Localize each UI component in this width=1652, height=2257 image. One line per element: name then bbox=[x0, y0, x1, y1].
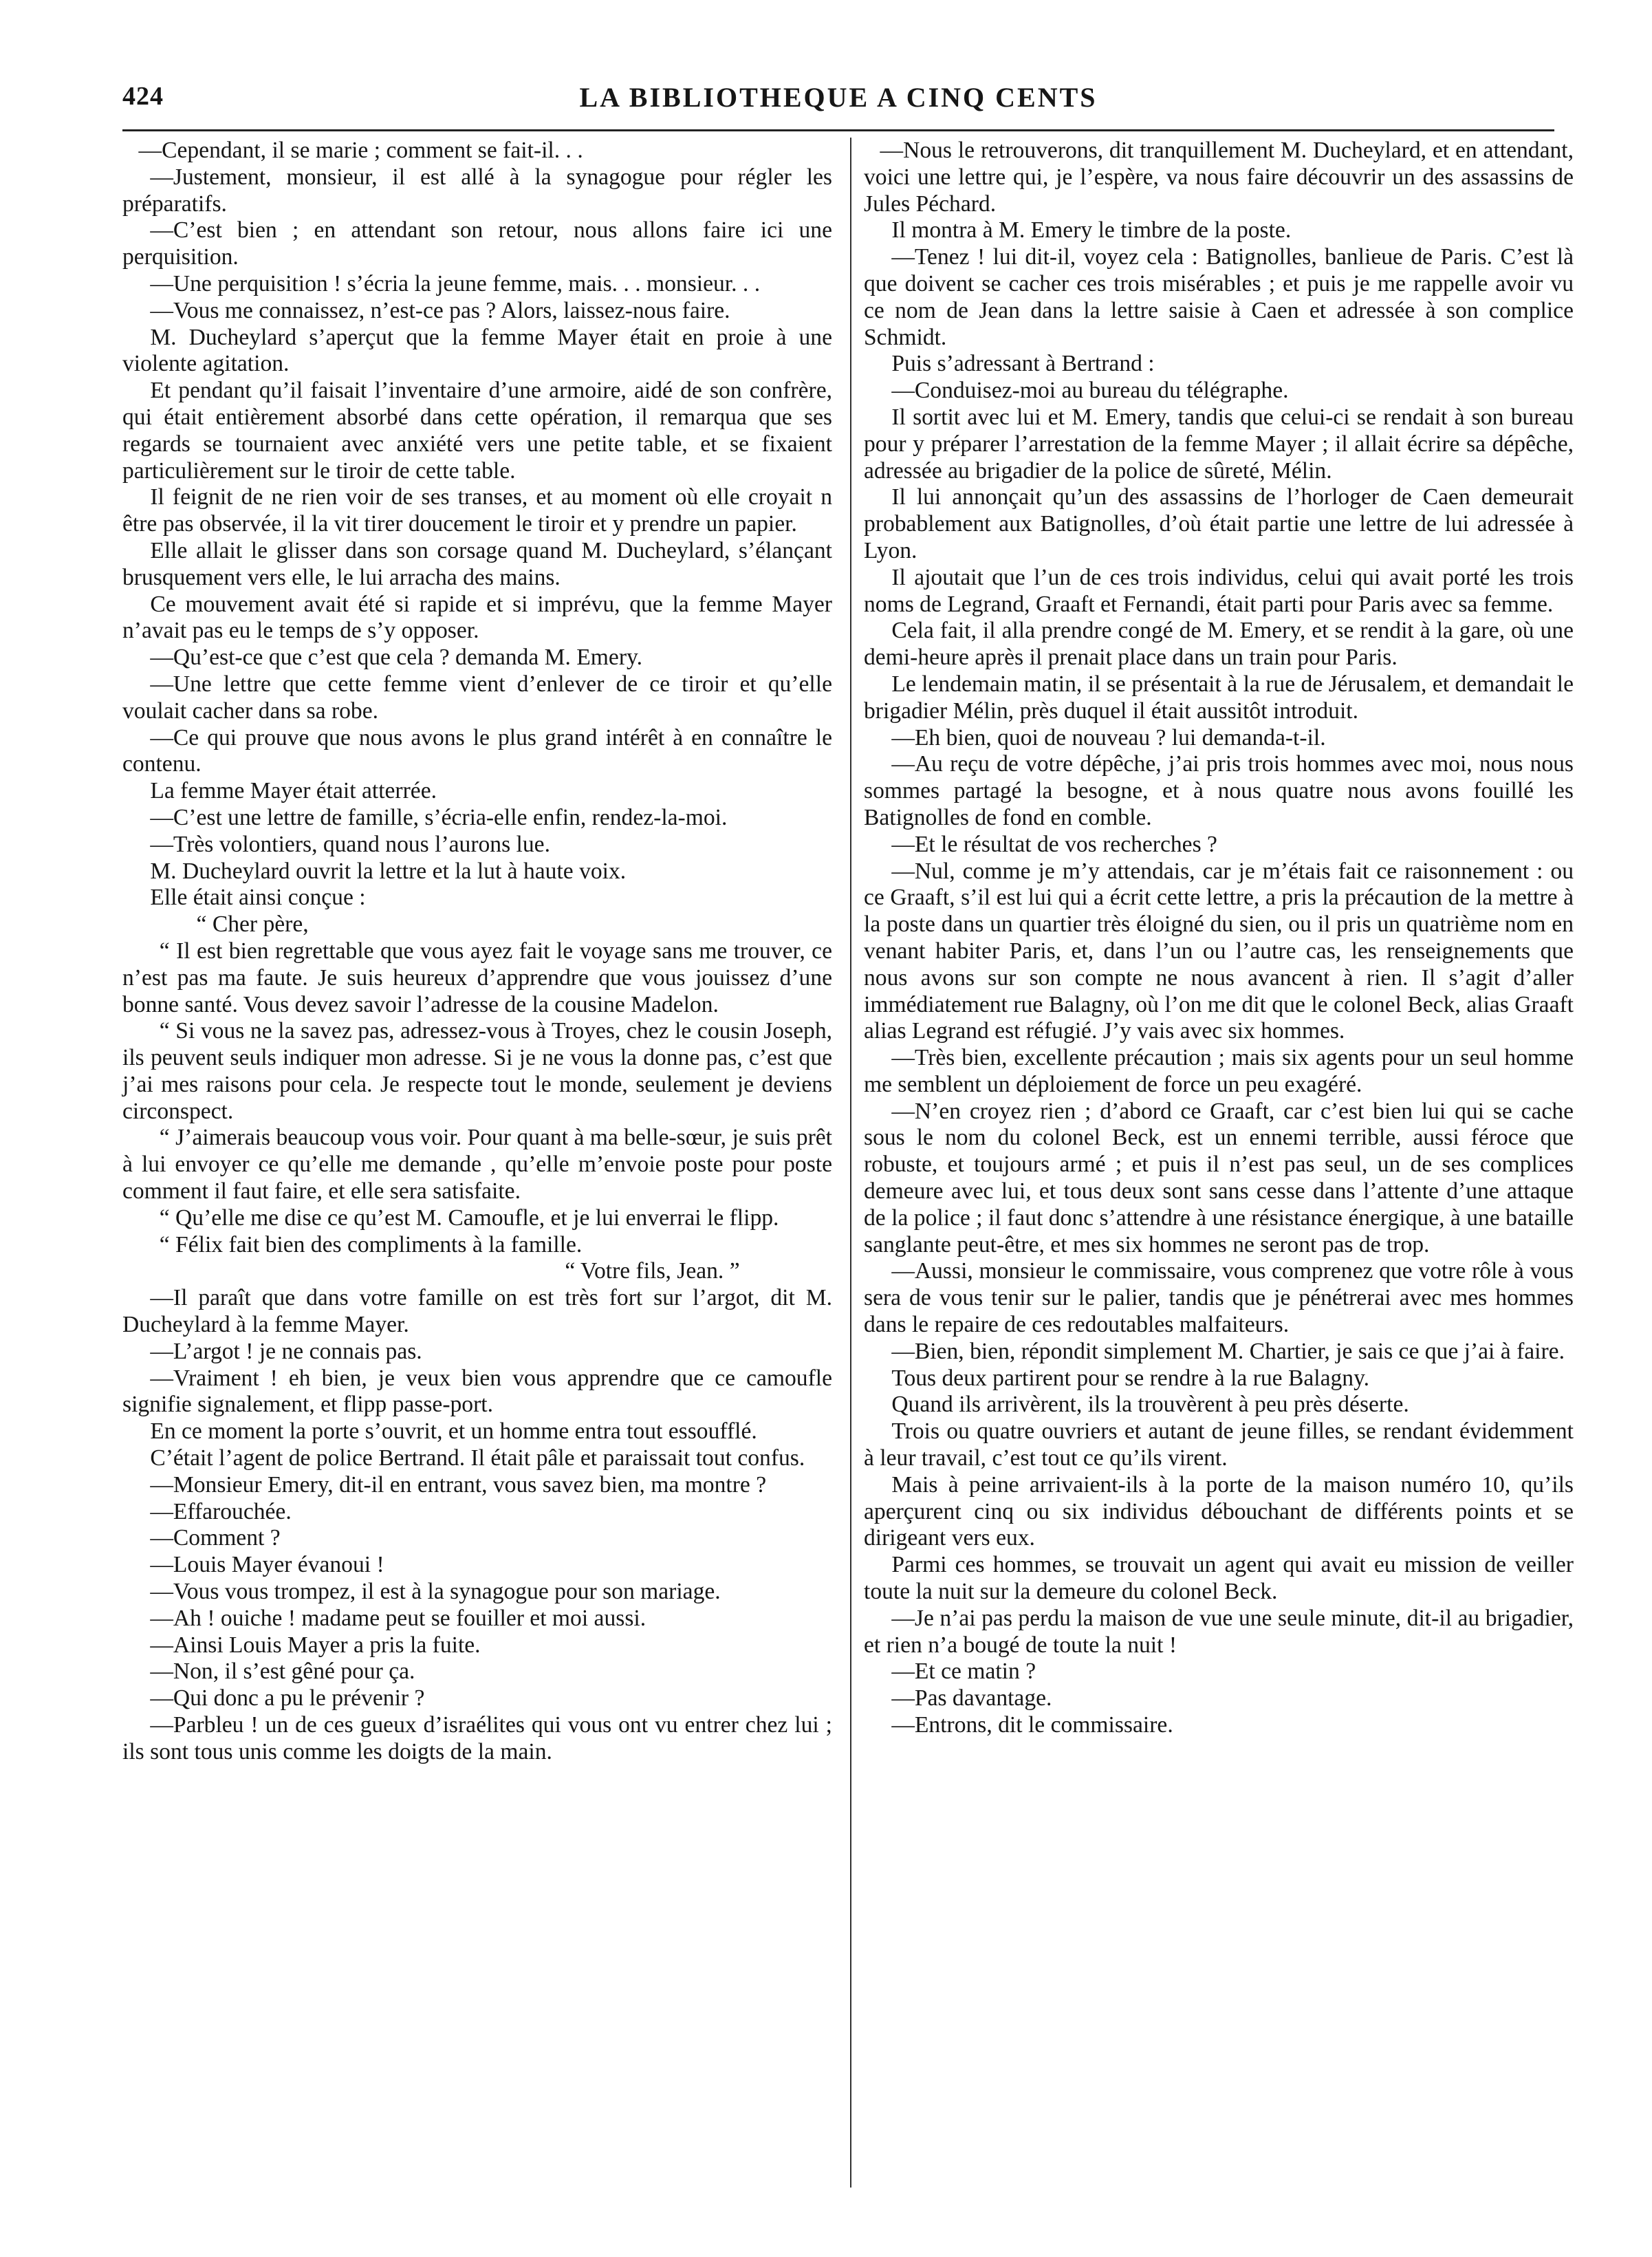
paragraph: —Monsieur Emery, dit-il en entrant, vous savez bien, ma montre ? bbox=[150, 1471, 767, 1498]
paragraph: —Il paraît que dans votre famille on est très fort sur l’argot, dit M. Ducheylard à la femme Mayer. bbox=[122, 1285, 832, 1338]
paragraph: —Bien, bien, répondit simplement M. Chartier, je sais ce que j’ai à faire. bbox=[891, 1338, 1565, 1364]
paragraph: —Une perquisition ! s’écria la jeune femme, mais. . . monsieur. . . bbox=[150, 270, 761, 296]
paragraph: La femme Mayer était atterrée. bbox=[150, 778, 437, 804]
paragraph: —Justement, monsieur, il est allé à la synagogue pour régler les préparatifs. bbox=[122, 164, 832, 217]
running-title: LA BIBLIOTHEQUE A CINQ CENTS bbox=[579, 82, 1098, 113]
column-divider bbox=[850, 138, 851, 2188]
paragraph: —Ce qui prouve que nous avons le plus grand intérêt à en connaître le contenu. bbox=[122, 724, 832, 777]
paragraph: Et pendant qu’il faisait l’inventaire d’une armoire, aidé de son confrère, qui était entièrement absorbé dans cette opération, il remarqua que ses regards se tournaient avec anxiété vers une petite table, et se fixaient particulièrement sur le tiroir de cette table. bbox=[122, 378, 832, 484]
paragraph: —Et ce matin ? bbox=[891, 1659, 1036, 1685]
paragraph: Ce mouvement avait été si rapide et si imprévu, que la femme Mayer n’avait pas eu le temps de s’y opposer. bbox=[122, 591, 832, 644]
letter-paragraph: “ J’aimerais beaucoup vous voir. Pour quant à ma belle-sœur, je suis prêt à lui envoyer ce qu’elle me demande , qu’elle m’envoie poste pour poste comment il faut faire, et elle sera satisfaite. bbox=[122, 1125, 832, 1205]
paragraph: —C’est une lettre de famille, s’écria-elle enfin, rendez-la-moi. bbox=[150, 804, 728, 830]
paragraph: —Pas davantage. bbox=[891, 1685, 1052, 1711]
paragraph: —Nul, comme je m’y attendais, car je m’étais fait ce raisonnement : ou ce Graaft, s’il est lui qui a écrit cette lettre, a pris la précaution de la mettre à la poste dans un quartier très éloigné du sien, ou il pris un quatrième nom en venant habiter Paris, et, dans l’un ou l’autre cas, les renseignements que nous avons sur son compte ne nous avancent à rien. Il s’agit d’aller immédiatement rue Balagny, où l’on me dit que le colonel Beck, alias Graaft alias Legrand est réfugié. J’y vais avec six hommes. bbox=[864, 858, 1574, 1044]
letter-signature: “ Votre fils, Jean. ” bbox=[565, 1258, 740, 1284]
paragraph: —Ainsi Louis Mayer a pris la fuite. bbox=[150, 1632, 481, 1658]
letter-paragraph: “ Félix fait bien des compliments à la famille. bbox=[159, 1231, 583, 1257]
paragraph: Il ajoutait que l’un de ces trois individus, celui qui avait porté les trois noms de Legrand, Graaft et Fernandi, était parti pour Paris avec sa femme. bbox=[864, 564, 1574, 617]
letter-salutation: “ Cher père, bbox=[196, 911, 309, 938]
paragraph: Cela fait, il alla prendre congé de M. Emery, et se rendit à la gare, où une demi-heure après il prenait place dans un train pour Paris. bbox=[864, 618, 1574, 671]
paragraph: —Comment ? bbox=[150, 1525, 281, 1551]
paragraph: —Cependant, il se marie ; comment se fait-il. . . bbox=[138, 138, 583, 163]
paragraph: —Tenez ! lui dit-il, voyez cela : Batignolles, banlieue de Paris. C’est là que doivent se cacher ces trois misérables ; et puis je me rappelle avoir vu ce nom de Jean dans la lettre saisie à Caen et adressée à son complice Schmidt. bbox=[864, 244, 1574, 350]
paragraph: —Aussi, monsieur le commissaire, vous comprenez que votre rôle à vous sera de vous tenir sur le palier, tandis que je pénétrerai avec mes hommes dans le repaire de ces redoutables malfaiteurs. bbox=[864, 1258, 1574, 1338]
paragraph: —C’est bien ; en attendant son retour, nous allons faire ici une perquisition. bbox=[122, 217, 832, 270]
paragraph: Il sortit avec lui et M. Emery, tandis que celui-ci se rendait à son bureau pour y préparer l’arrestation de la femme Mayer ; il allait écrire sa dépêche, adressée au brigadier de la police de sûreté, Mélin. bbox=[864, 404, 1574, 484]
paragraph: Le lendemain matin, il se présentait à la rue de Jérusalem, et demandait le brigadier Mélin, près duquel il était aussitôt introduit. bbox=[864, 671, 1574, 724]
paragraph: Il montra à M. Emery le timbre de la poste. bbox=[891, 217, 1292, 244]
paragraph: —Non, il s’est gêné pour ça. bbox=[150, 1659, 415, 1685]
paragraph: C’était l’agent de police Bertrand. Il était pâle et paraissait tout confus. bbox=[150, 1445, 805, 1471]
paragraph: Mais à peine arrivaient-ils à la porte de la maison numéro 10, qu’ils aperçurent cinq ou six individus débouchant de différents points et se dirigeant vers eux. bbox=[864, 1471, 1574, 1551]
page-header bbox=[122, 81, 1554, 120]
paragraph: M. Ducheylard ouvrit la lettre et la lut à haute voix. bbox=[150, 858, 627, 884]
paragraph: En ce moment la porte s’ouvrit, et un homme entra tout essoufflé. bbox=[150, 1418, 757, 1445]
paragraph: —Ah ! ouiche ! madame peut se fouiller et moi aussi. bbox=[150, 1605, 646, 1631]
page-number: 424 bbox=[122, 82, 164, 111]
paragraph: —Eh bien, quoi de nouveau ? lui demanda-t-il. bbox=[891, 724, 1326, 750]
paragraph: —Nous le retrouverons, dit tranquillement M. Ducheylard, et en attendant, voici une lettre qui, je l’espère, va nous faire découvrir un des assassins de Jules Péchard. bbox=[864, 138, 1574, 217]
paragraph: —Louis Mayer évanoui ! bbox=[150, 1552, 384, 1578]
paragraph: —Vous me connaissez, n’est-ce pas ? Alors, laissez-nous faire. bbox=[150, 297, 730, 323]
paragraph: —Une lettre que cette femme vient d’enlever de ce tiroir et qu’elle voulait cacher dans sa robe. bbox=[122, 671, 832, 724]
left-column bbox=[122, 138, 832, 1766]
paragraph: Elle allait le glisser dans son corsage quand M. Ducheylard, s’élançant brusquement vers elle, le lui arracha des mains. bbox=[122, 537, 832, 590]
right-column bbox=[864, 138, 1574, 1739]
paragraph: Tous deux partirent pour se rendre à la rue Balagny. bbox=[891, 1365, 1370, 1391]
paragraph: —Conduisez-moi au bureau du télégraphe. bbox=[891, 378, 1289, 404]
header-rule bbox=[122, 129, 1554, 131]
paragraph: —Vraiment ! eh bien, je veux bien vous apprendre que ce camoufle signifie signalement, et flipp passe-port. bbox=[122, 1365, 832, 1418]
paragraph: Elle était ainsi conçue : bbox=[150, 885, 366, 911]
paragraph: —Qui donc a pu le prévenir ? bbox=[150, 1685, 425, 1711]
paragraph: —Parbleu ! un de ces gueux d’israélites qui vous ont vu entrer chez lui ; ils sont tous unis comme les doigts de la main. bbox=[122, 1712, 832, 1764]
paragraph: —Je n’ai pas perdu la maison de vue une seule minute, dit-il au brigadier, et rien n’a bougé de toute la nuit ! bbox=[864, 1605, 1574, 1658]
paragraph: Parmi ces hommes, se trouvait un agent qui avait eu mission de veiller toute la nuit sur la demeure du colonel Beck. bbox=[864, 1552, 1574, 1605]
paragraph: —Et le résultat de vos recherches ? bbox=[891, 831, 1217, 857]
paragraph: —Vous vous trompez, il est à la synagogue pour son mariage. bbox=[150, 1579, 721, 1605]
paragraph: —Au reçu de votre dépêche, j’ai pris trois hommes avec moi, nous nous sommes partagé la besogne, et à nous quatre nous avons fouillé les Batignolles de fond en comble. bbox=[864, 751, 1574, 830]
letter-paragraph: “ Si vous ne la savez pas, adressez-vous à Troyes, chez le cousin Joseph, ils peuvent seuls indiquer mon adresse. Si je ne vous la donne pas, c’est que j’ai mes raisons pour cela. Je respecte tout le monde, seulement je deviens circonspect. bbox=[122, 1018, 832, 1124]
paragraph: Quand ils arrivèrent, ils la trouvèrent à peu près déserte. bbox=[891, 1392, 1409, 1418]
paragraph: —Qu’est-ce que c’est que cela ? demanda M. Emery. bbox=[150, 645, 643, 671]
paragraph: Il lui annonçait qu’un des assassins de l’horloger de Caen demeurait probablement aux Batignolles, d’où était partie une lettre de lui adressée à Lyon. bbox=[864, 484, 1574, 563]
paragraph: Trois ou quatre ouvriers et autant de jeune filles, se rendant évidemment à leur travail, c’est tout ce qu’ils virent. bbox=[864, 1418, 1574, 1471]
paragraph: M. Ducheylard s’aperçut que la femme Mayer était en proie à une violente agitation. bbox=[122, 324, 832, 377]
paragraph: —Entrons, dit le commissaire. bbox=[891, 1712, 1173, 1738]
paragraph: Il feignit de ne rien voir de ses transes, et au moment où elle croyait n être pas observée, il la vit tirer doucement le tiroir et y prendre un papier. bbox=[122, 484, 832, 537]
paragraph: —Très bien, excellente précaution ; mais six agents pour un seul homme me semblent un déploiement de force un peu exagéré. bbox=[864, 1045, 1574, 1097]
paragraph: —L’argot ! je ne connais pas. bbox=[150, 1338, 422, 1364]
letter-paragraph: “ Il est bien regrettable que vous ayez fait le voyage sans me trouver, ce n’est pas ma faute. Je suis heureux d’apprendre que vous jouissez d’une bonne santé. Vous devez savoir l’adresse de la cousine Madelon. bbox=[122, 938, 832, 1017]
paragraph: —Très volontiers, quand nous l’aurons lue. bbox=[150, 831, 550, 857]
paragraph: Puis s’adressant à Bertrand : bbox=[891, 351, 1155, 377]
paragraph: —N’en croyez rien ; d’abord ce Graaft, car c’est bien lui qui se cache sous le nom du colonel Beck, est un ennemi terrible, aussi féroce que robuste, et toujours armé ; et puis il n’est pas seul, un de ses complices demeure avec lui, et tous deux sont sans cesse dans l’attente d’une attaque de la police ; il faut donc s’attendre à une résistance énergique, à une bataille sanglante peut-être, et mes six hommes ne seront pas de trop. bbox=[864, 1098, 1574, 1257]
letter-paragraph: “ Qu’elle me dise ce qu’est M. Camoufle, et je lui enverrai le flipp. bbox=[159, 1205, 779, 1231]
paragraph: —Effarouchée. bbox=[150, 1498, 292, 1524]
